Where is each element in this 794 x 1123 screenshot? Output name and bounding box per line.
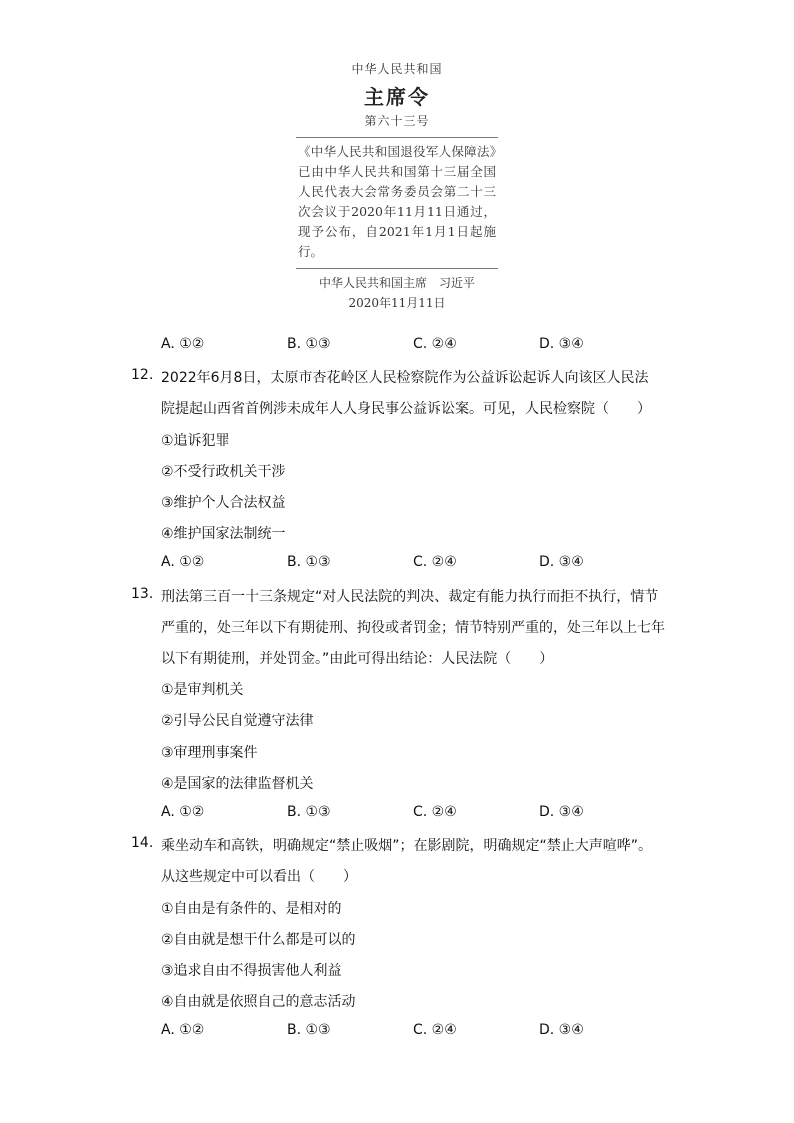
q12-stem-line: 2022年6月8日，太原市杏花岭区人民检察院作为公益诉讼起诉人向该区人民法 — [161, 370, 649, 386]
q12-option-a[interactable]: A. ①② — [161, 554, 205, 570]
q14-option-d[interactable]: D. ③④ — [539, 1022, 584, 1038]
q14-option-c[interactable]: C. ②④ — [413, 1022, 457, 1038]
q11-option-d[interactable]: D. ③④ — [539, 336, 584, 352]
q13-option-c[interactable]: C. ②④ — [413, 804, 457, 820]
q14-option-b[interactable]: B. ①③ — [287, 1022, 331, 1038]
q12-option-b[interactable]: B. ①③ — [287, 554, 331, 570]
q13-stem-line: 刑法第三百一十三条规定“对人民法院的判决、裁定有能力执行而拒不执行，情节 — [161, 589, 659, 605]
q14-number: 14. — [131, 835, 154, 851]
q12-option-d[interactable]: D. ③④ — [539, 554, 584, 570]
q13-item: ④是国家的法律监督机关 — [161, 776, 314, 792]
q14-stem-line: 从这些规定中可以看出（ ） — [161, 869, 357, 885]
decree-divider-bottom — [296, 268, 498, 269]
q12-number: 12. — [131, 367, 154, 383]
q13-number: 13. — [131, 586, 154, 602]
q13-stem-line: 严重的，处三年以下有期徒刑、拘役或者罚金；情节特别严重的，处三年以上七年 — [161, 620, 665, 636]
q12-item: ②不受行政机关干涉 — [161, 464, 286, 480]
q11-option-a[interactable]: A. ①② — [161, 336, 205, 352]
q12-item: ③维护个人合法权益 — [161, 495, 286, 511]
q14-item: ③追求自由不得损害他人利益 — [161, 963, 342, 979]
q12-option-c[interactable]: C. ②④ — [413, 554, 457, 570]
q14-option-a[interactable]: A. ①② — [161, 1022, 205, 1038]
q14-item: ①自由是有条件的、是相对的 — [161, 901, 342, 917]
q13-item: ②引导公民自觉遵守法律 — [161, 713, 314, 729]
q13-item: ①是审判机关 — [161, 682, 244, 698]
q13-stem-line: 以下有期徒刑，并处罚金。”由此可得出结论：人民法院（ ） — [161, 651, 554, 667]
decree-date: 2020年11月11日 — [348, 296, 446, 310]
q14-item: ②自由就是想干什么都是可以的 — [161, 932, 356, 948]
q13-option-a[interactable]: A. ①② — [161, 804, 205, 820]
q11-option-c[interactable]: C. ②④ — [413, 336, 457, 352]
decree-org: 中华人民共和国 — [351, 62, 443, 76]
q13-option-d[interactable]: D. ③④ — [539, 804, 584, 820]
q11-option-b[interactable]: B. ①③ — [287, 336, 331, 352]
q13-option-b[interactable]: B. ①③ — [287, 804, 331, 820]
q14-item: ④自由就是依照自己的意志活动 — [161, 994, 356, 1010]
q12-stem-line: 院提起山西省首例涉未成年人人身民事公益诉讼案。可见，人民检察院（ ） — [161, 401, 651, 417]
q12-item: ④维护国家法制统一 — [161, 526, 286, 542]
decree-number: 第六十三号 — [364, 114, 430, 128]
q13-item: ③审理刑事案件 — [161, 745, 258, 761]
decree-signature: 中华人民共和国主席 习近平 — [318, 276, 475, 290]
q14-stem-line: 乘坐动车和高铁，明确规定“禁止吸烟”；在影剧院，明确规定“禁止大声喧哗”。 — [161, 838, 653, 854]
decree-body: 《中华人民共和国退役军人保障法》已由中华人民共和国第十三届全国人民代表大会常务委员会第二十三次会议于2020年11月11日通过，现予公布，自2021年1月1日起施行。 — [298, 144, 496, 259]
decree-image — [292, 58, 502, 310]
decree-title: 主席令 — [364, 85, 430, 109]
q12-item: ①追诉犯罪 — [161, 433, 230, 449]
